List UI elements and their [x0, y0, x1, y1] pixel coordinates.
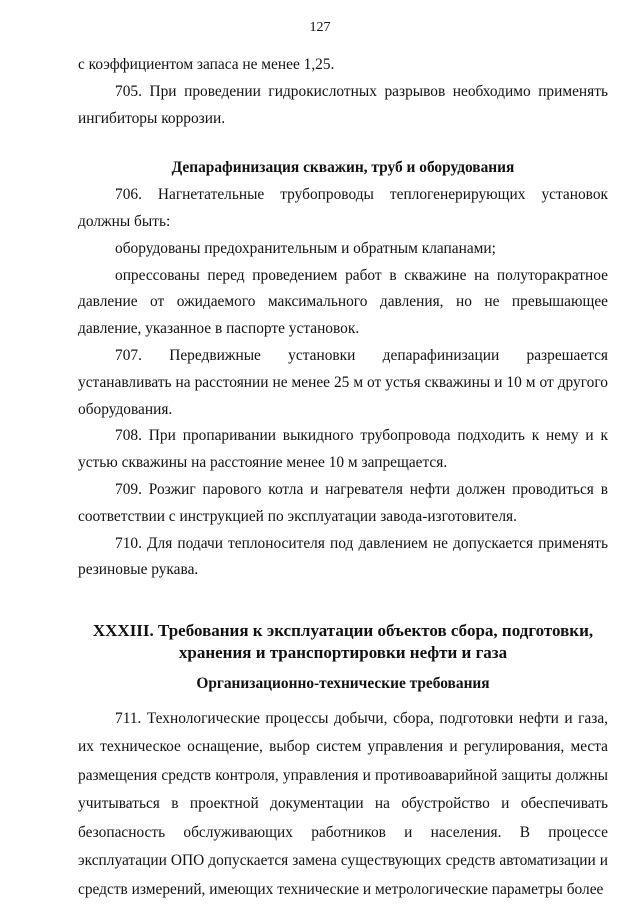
paragraph-706-item-b: опрессованы перед проведением работ в скважине на полуторакратное давление от ожидаемого максимального давления, но не превышающее давление, указанное в паспорте установок. [78, 266, 608, 338]
paragraph-709: 709. Розжиг парового котла и нагревателя нефти должен проводиться в соответствии с инструкцией по эксплуатации завода-изготовителя. [78, 480, 608, 525]
paragraph-706: 706. Нагнетательные трубопроводы теплогенерирующих установок должны быть: [78, 186, 608, 230]
paragraph-705: 705. При проведении гидрокислотных разрывов необходимо применять ингибиторы коррозии. [78, 82, 608, 127]
section-title: XXXIII. Требования к эксплуатации объектов сбора, подготовки, хранения и транспортировки нефти и газа [92, 621, 594, 663]
paragraph-continuation: с коэффициентом запаса не менее 1,25. [78, 56, 335, 73]
paragraph-707: 707. Передвижные установки депарафинизации разрешается устанавливать на расстоянии не менее 25 м от устья скважины и 10 м от другого оборудования. [78, 346, 608, 418]
subheading-organizational: Организационно-технические требования [196, 675, 490, 693]
paragraph-710: 710. Для подачи теплоносителя под давлением не допускается применять резиновые рукава. [78, 534, 608, 579]
document-body [78, 52, 608, 904]
paragraph-708: 708. При пропаривании выкидного трубопровода подходить к нему и к устью скважины на расстояние менее 10 м запрещается. [78, 427, 608, 472]
paragraph-711: 711. Технологические процессы добычи, сбора, подготовки нефти и газа, их техническое оснащение, выбор систем управления и регулирования, места размещения средств контроля, управления и противоаварийной защиты должны учитываться в проектной документации на обустройство и обеспечивать безопасность обслуживающих работников и населения. В процессе эксплуатации ОПО допускается замена существующих средств автоматизации и средств измерений, имеющих технические и метрологические параметры более [78, 709, 608, 898]
subheading-deparaffinization: Депарафинизация скважин, труб и оборудования [171, 159, 515, 177]
paragraph-706-item-a: оборудованы предохранительным и обратным клапанами; [115, 239, 496, 257]
page-number: 127 [309, 20, 331, 35]
